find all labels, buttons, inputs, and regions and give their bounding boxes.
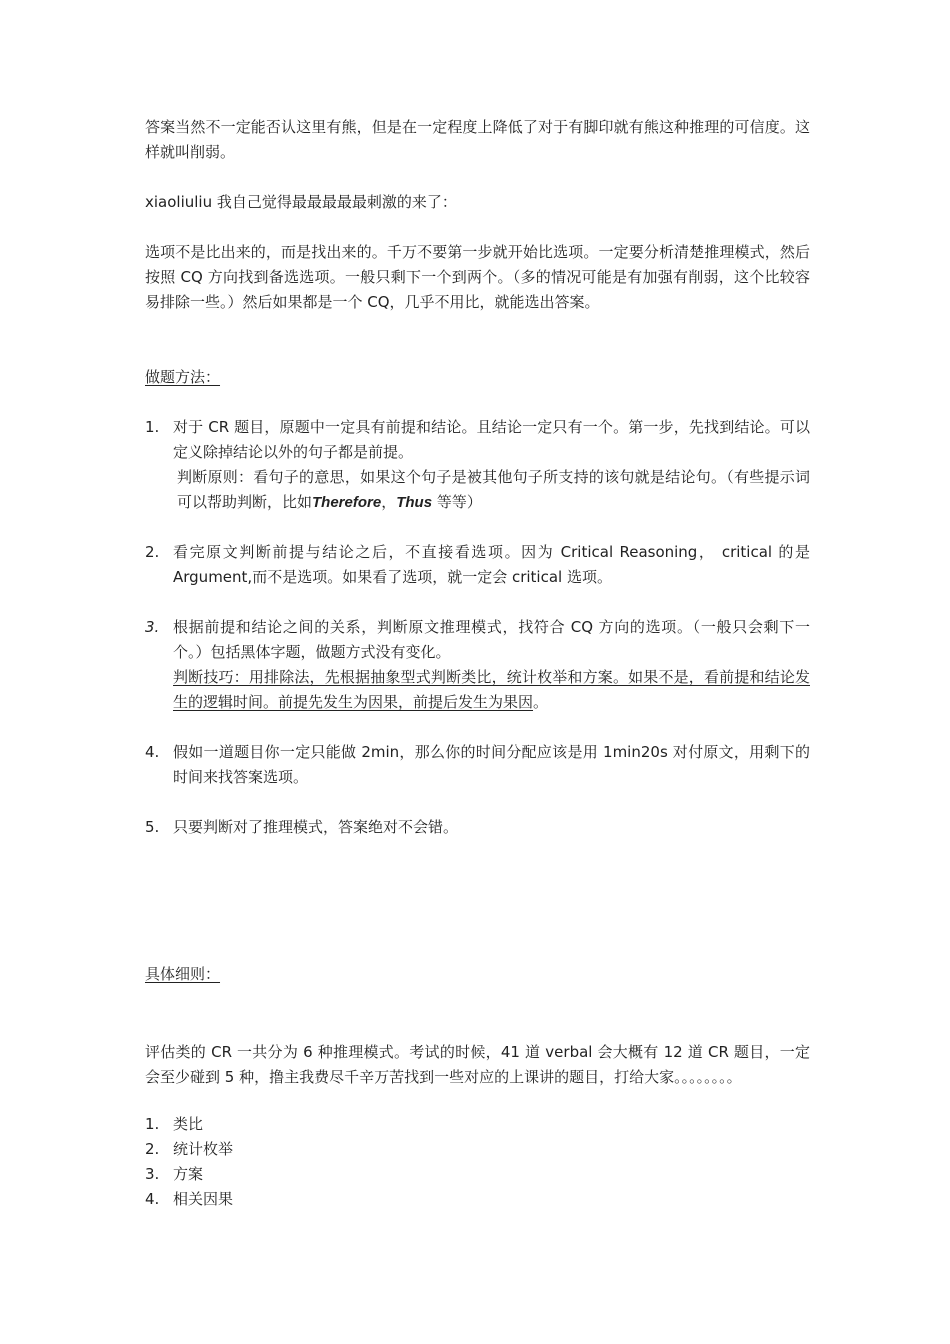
keyword-thus: Thus (396, 494, 433, 511)
method-item-4-text: 假如一道题目你一定只能做 2min，那么你的时间分配应该是用 1min20s 对付原文，用剩下的时间来找答案选项。 (173, 743, 810, 786)
tip-end: 。 (533, 693, 549, 711)
note-text: 判断原则：看句子的意思，如果这个句子是被其他句子所支持的该句就是结论句。（有些提示词可以帮助判断，比如 (177, 468, 810, 511)
list-number: 2. (145, 1140, 160, 1158)
list-number: 2. (145, 543, 160, 561)
list-number: 3. (145, 618, 160, 636)
method-item-3-tip (173, 665, 810, 715)
method-item-1-text: 对于 CR 题目，原题中一定具有前提和结论。且结论一定只有一个。第一步，先找到结论。可以定义除掉结论以外的句子都是前提。 (173, 418, 810, 461)
list-number: 3. (145, 1165, 160, 1183)
list-number: 1. (145, 1115, 160, 1133)
list-number: 1. (145, 418, 160, 436)
method-item-1-note (173, 465, 810, 515)
list-text: 统计枚举 (173, 1140, 234, 1158)
list-text: 相关因果 (173, 1190, 234, 1208)
list-text: 方案 (173, 1165, 204, 1183)
tip-underlined: 判断技巧：用排除法，先根据抽象型式判断类比，统计枚举和方案。如果不是，看前提和结论发生的逻辑时间。前提先发生为因果，前提后发生为果因 (173, 668, 810, 711)
list-text (173, 415, 810, 515)
method-item-3-text: 根据前提和结论之间的关系，判断原文推理模式，找符合 CQ 方向的选项。（一般只会剩下一个。）包括黑体字题，做题方式没有变化。 (173, 618, 810, 661)
details-item-3 (145, 1162, 203, 1187)
details-item-2 (145, 1137, 233, 1162)
list-number: 4. (145, 743, 160, 761)
method-item-2-text: 看完原文判断前提与结论之后，不直接看选项。因为 Critical Reasoning， critical 的是 Argument,而不是选项。如果看了选项，就一定会 critical 选项。 (173, 543, 810, 586)
list-number: 5. (145, 818, 160, 836)
intro-paragraph-3: 选项不是比出来的，而是找出来的。千万不要第一步就开始比选项。一定要分析清楚推理模式，然后按照 CQ 方向找到备选选项。一般只剩下一个到两个。（多的情况可能是有加强有削弱，这个比较容易排除一些。）然后如果都是一个 CQ，几乎不用比，就能选出答案。 (145, 243, 810, 311)
details-item-4 (145, 1187, 233, 1212)
intro-paragraph-1: 答案当然不一定能否认这里有熊，但是在一定程度上降低了对于有脚印就有熊这种推理的可信度。这样就叫削弱。 (145, 118, 810, 161)
list-number: 4. (145, 1190, 160, 1208)
note-separator: ， (381, 493, 397, 511)
method-item-5-text: 只要判断对了推理模式，答案绝对不会错。 (173, 818, 459, 836)
list-text: 类比 (173, 1115, 204, 1133)
list-text (173, 615, 810, 715)
details-item-1 (145, 1112, 203, 1137)
intro-paragraph-2: xiaoliuliu 我自己觉得最最最最最刺激的来了： (145, 193, 457, 211)
details-paragraph: 评估类的 CR 一共分为 6 种推理模式。考试的时候，41 道 verbal 会大概有 12 道 CR 题目，一定会至少碰到 5 种，撸主我费尽千辛万苦找到一些对应的上课讲的题目，打给大家。。。。。。。。 (145, 1043, 810, 1086)
keyword-therefore: Therefore (312, 494, 382, 511)
note-tail: 等等） (432, 493, 482, 511)
details-heading: 具体细则： (145, 965, 221, 983)
method-heading: 做题方法： (145, 368, 221, 386)
